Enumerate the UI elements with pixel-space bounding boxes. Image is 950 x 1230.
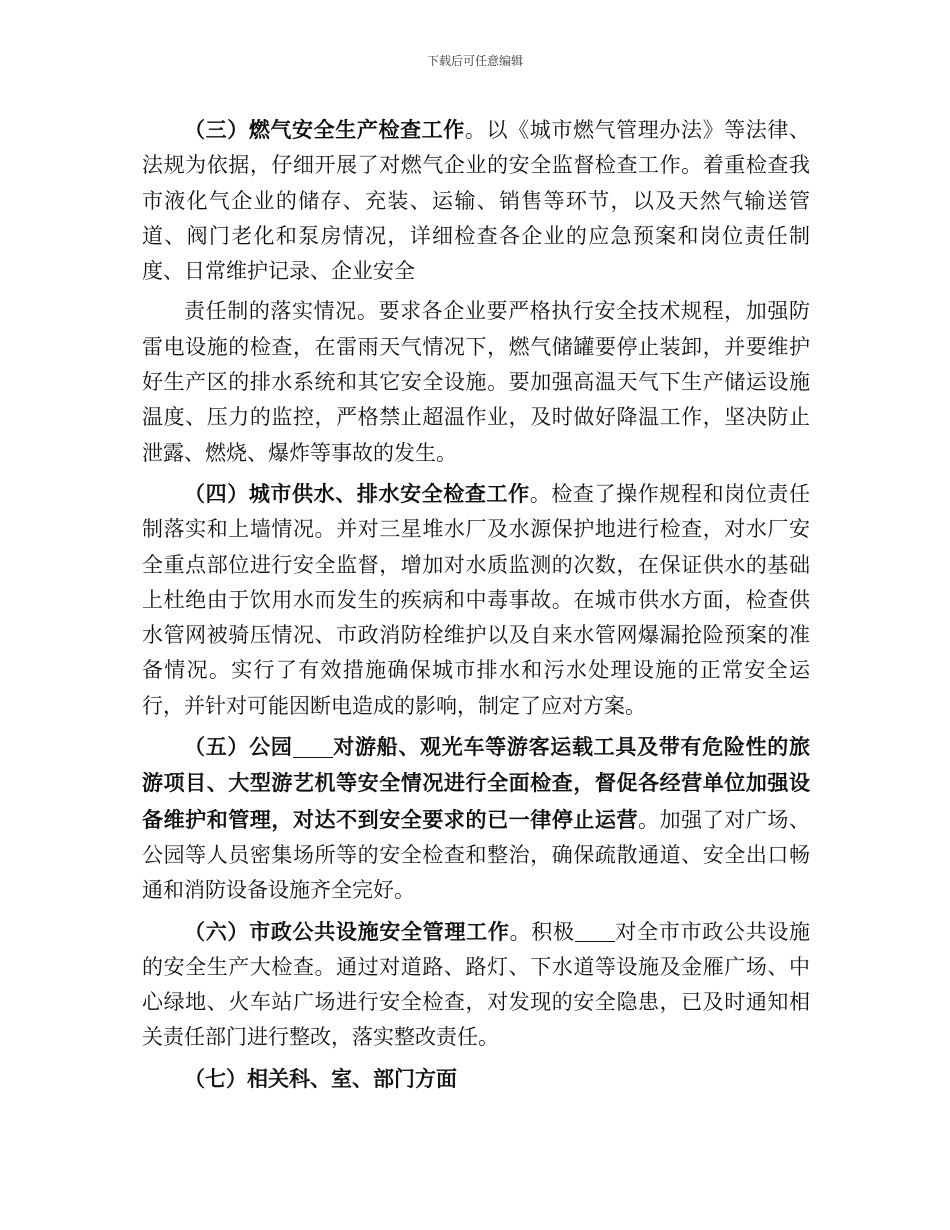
paragraph-text: 。加强了对广场、公园等人员密集场所等的安全检查和整治，确保疏散通道、安全出口畅通和消防设备设施齐全完好。 [142, 807, 810, 903]
paragraph-text: 。检查了操作规程和岗位责任制落实和上墙情况。并对三星堆水厂及水源保护地进行检查，对水厂安全重点部位进行安全监督，增加对水质监测的次数，在保证供水的基础上杜绝由于饮用水而发生的疾病和中毒事故。在城市供水方面，检查供水管网被骑压情况、市政消防栓维护以及自来水管网爆漏抢险预案的准备情况。实行了有效措施确保城市排水和污水处理设施的正常安全运行，并针对可能因断电造成的影响，制定了应对方案。 [142, 481, 811, 718]
paragraph-gas-safety [142, 112, 810, 289]
paragraph-text: 。积极 [509, 919, 575, 944]
section-heading-5: （五）公园 [184, 734, 293, 760]
section-heading-4: （四）城市供水、排水安全检查工作 [184, 480, 530, 506]
paragraph-departments [142, 1061, 810, 1097]
section-heading-3: （三）燃气安全生产检查工作 [184, 117, 465, 142]
paragraph-text: 责任制的落实情况。要求各企业要严格执行安全技术规程，加强防雷电设施的检查，在雷雨天气情况下，燃气储罐要停止装卸，并要维护好生产区的排水系统和其它安全设施。要加强高温天气下生产储运设施温度、压力的监控，严格禁止超温作业，及时做好降温工作，坚决防止泄露、燃烧、爆炸等事故的发生。 [142, 299, 810, 465]
section-heading-7: （七）相关科、室、部门方面 [184, 1065, 457, 1091]
blank-underline [293, 736, 333, 758]
document-body [142, 112, 810, 1097]
blank-underline [575, 920, 615, 942]
page-header: 下载后可任意编辑 [426, 54, 523, 68]
paragraph-water-supply [142, 476, 810, 724]
paragraph-responsibility [142, 294, 810, 470]
paragraph-public-facilities [142, 914, 810, 1056]
paragraph-park [142, 729, 810, 908]
section-heading-6: （六）市政公共设施安全管理工作 [184, 918, 510, 944]
paragraph-text: 。以《城市燃气管理办法》等法律、法规为依据，仔细开展了对燃气企业的安全监督检查工作。着重检查我市液化气企业的储存、充装、运输、销售等环节，以及天然气输送管道、阀门老化和泵房情况，详细检查各企业的应急预案和岗位责任制度、日常维护记录、企业安全 [142, 118, 811, 284]
paragraph-text: 对全市市政公共设施的安全生产大检查。通过对道路、路灯、下水道等设施及金雁广场、中心绿地、火车站广场进行安全检查，对发现的安全隐患，已及时通知相关责任部门进行整改，落实整改责任。 [142, 919, 811, 1050]
bold-sentence: 对游船、观光车等游客运载工具及带有危险性的旅游项目、大型游艺机等安全情况进行全面检查，督促各经营单位加强设备维护和管理，对达不到安全要求的已一律停止运营 [142, 734, 811, 832]
